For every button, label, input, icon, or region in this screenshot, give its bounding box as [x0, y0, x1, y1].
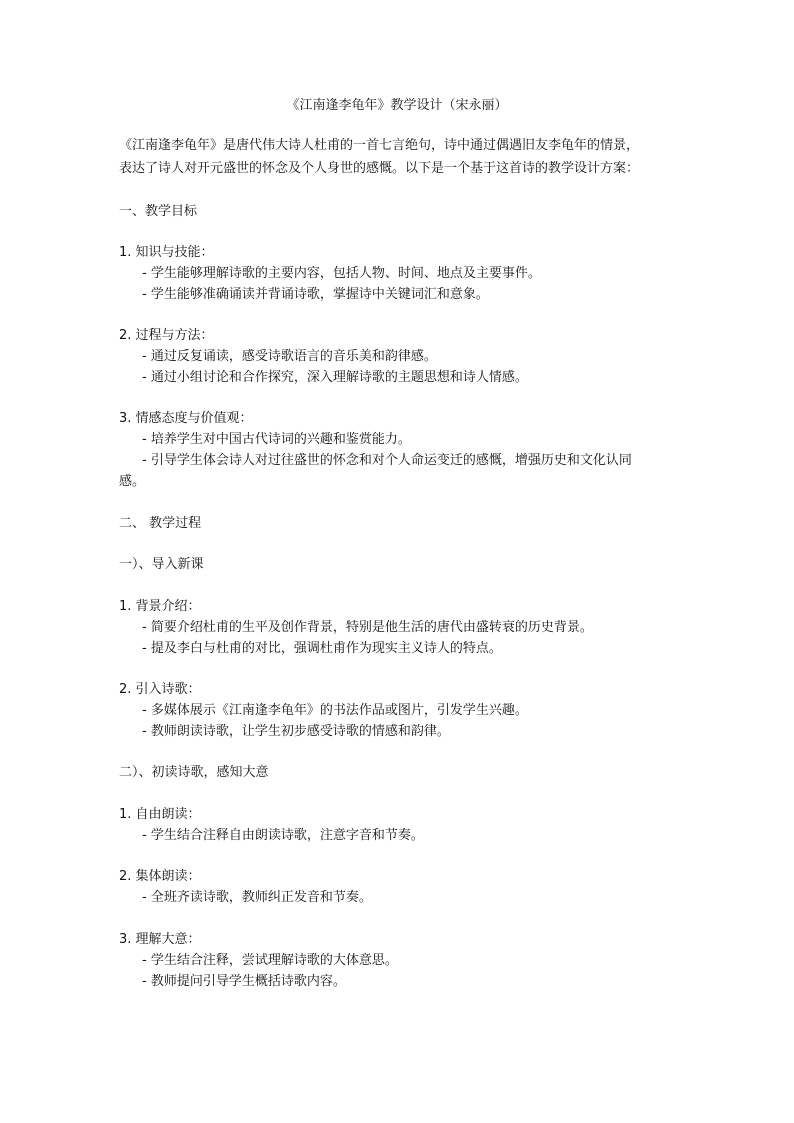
section-heading: 二、 教学过程 [119, 516, 202, 531]
bullet-item: - 多媒体展示《江南逢李龟年》的书法作品或图片，引发学生兴趣。 [142, 703, 528, 718]
item-title: 1. 自由朗读： [119, 807, 201, 822]
item-title: 1. 背景介绍： [119, 599, 201, 614]
bullet-item: - 全班齐读诗歌，教师纠正发音和节奏。 [142, 890, 372, 905]
bullet-item: - 通过反复诵读，感受诗歌语言的音乐美和韵律感。 [142, 349, 437, 364]
subsection-heading: 一）、导入新课 [119, 557, 204, 572]
bullet-item: - 学生能够理解诗歌的主要内容，包括人物、时间、地点及主要事件。 [142, 266, 541, 281]
bullet-item: - 引导学生体会诗人对过往盛世的怀念和对个人命运变迁的感慨，增强历史和文化认同 [142, 453, 632, 468]
item-title: 2. 集体朗读： [119, 869, 201, 884]
bullet-item: - 学生能够准确诵读并背诵诗歌，掌握诗中关键词汇和意象。 [142, 287, 489, 302]
item-title: 3. 情感态度与价值观： [119, 411, 253, 426]
intro-line: 《江南逢李龟年》是唐代伟大诗人杜甫的一首七言绝句，诗中通过偶遇旧友李龟年的情景， [119, 138, 640, 153]
bullet-item: - 教师朗读诗歌，让学生初步感受诗歌的情感和韵律。 [142, 724, 450, 739]
section-heading: 一、教学目标 [119, 204, 198, 219]
item-title: 2. 引入诗歌： [119, 682, 201, 697]
bullet-item: - 学生结合注释自由朗读诗歌，注意字音和节奏。 [142, 828, 424, 843]
bullet-item: - 培养学生对中国古代诗词的兴趣和鉴赏能力。 [142, 432, 411, 447]
bullet-item: - 学生结合注释，尝试理解诗歌的大体意思。 [142, 953, 398, 968]
item-title: 2. 过程与方法： [119, 328, 214, 343]
subsection-heading: 二）、初读诗歌，感知大意 [119, 765, 269, 780]
bullet-item: - 简要介绍杜甫的生平及创作背景，特别是他生活的唐代由盛转衰的历史背景。 [142, 620, 593, 635]
bullet-item: - 教师提问引导学生概括诗歌内容。 [142, 974, 346, 989]
item-title: 3. 理解大意： [119, 932, 201, 947]
bullet-wrap: 感。 [119, 474, 146, 489]
item-title: 1. 知识与技能： [119, 245, 214, 260]
bullet-item: - 提及李白与杜甫的对比，强调杜甫作为现实主义诗人的特点。 [142, 641, 502, 656]
document-title: 《江南逢李龟年》教学设计（宋永丽） [286, 98, 508, 113]
bullet-item: - 通过小组讨论和合作探究，深入理解诗歌的主题思想和诗人情感。 [142, 370, 528, 385]
intro-line: 表达了诗人对开元盛世的怀念及个人身世的感慨。以下是一个基于这首诗的教学设计方案： [119, 161, 640, 176]
